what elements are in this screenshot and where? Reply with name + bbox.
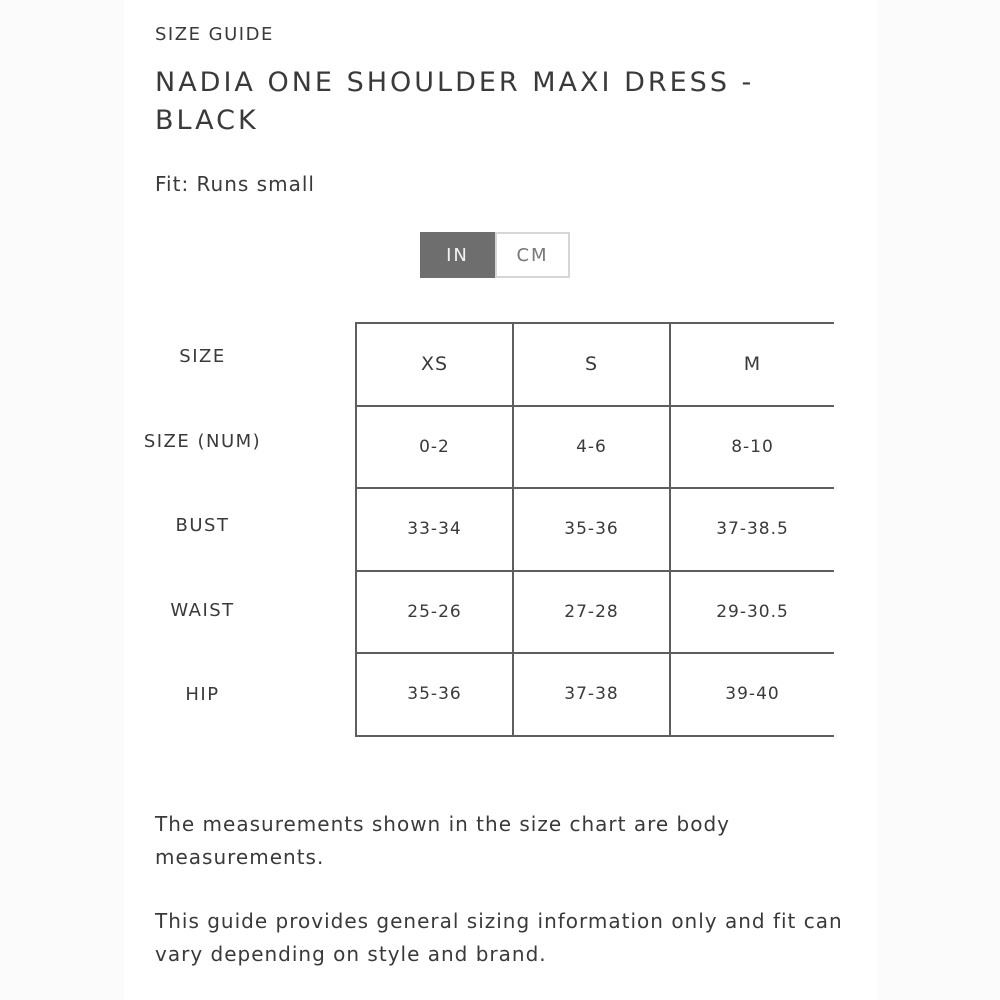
table-cell: 0-2 (356, 406, 513, 489)
table-cell: 27-28 (513, 571, 670, 654)
row-label-size: SIZE (179, 346, 226, 367)
size-guide-heading: SIZE GUIDE (155, 24, 274, 45)
unit-in-button[interactable]: IN (420, 232, 495, 278)
size-table (355, 322, 834, 737)
unit-toggle (420, 232, 570, 278)
table-cell: 33-34 (356, 488, 513, 571)
row-labels (130, 322, 275, 745)
table-cell: 29-30.5 (670, 571, 834, 654)
table-cell: 25-26 (356, 571, 513, 654)
table-row (356, 406, 834, 489)
table-cell: 35-36 (356, 653, 513, 736)
table-cell: 37-38 (513, 653, 670, 736)
row-label-waist: WAIST (170, 599, 235, 621)
fit-disclaimer: This guide provides general sizing information only and fit can vary depending on style and brand. (155, 909, 843, 966)
table-cell: 35-36 (513, 488, 670, 571)
product-title: NADIA ONE SHOULDER MAXI DRESS - BLACK (155, 67, 755, 136)
row-label-hip: HIP (185, 684, 220, 705)
table-row (356, 653, 834, 736)
row-label-bust: BUST (175, 515, 230, 536)
row-label-size-num: SIZE (NUM) (143, 430, 262, 452)
table-cell: S (513, 323, 670, 406)
table-cell: 4-6 (513, 406, 670, 489)
table-cell: 39-40 (670, 653, 834, 736)
table-cell: 8-10 (670, 406, 834, 489)
table-cell: M (670, 323, 834, 406)
table-row (356, 571, 834, 654)
table-cell: 37-38.5 (670, 488, 834, 571)
unit-cm-button[interactable]: CM (495, 232, 570, 278)
table-row (356, 323, 834, 406)
fit-note: Fit: Runs small (155, 172, 315, 196)
measurement-note: The measurements shown in the size chart are body measurements. (155, 812, 731, 869)
table-cell: XS (356, 323, 513, 406)
table-row (356, 488, 834, 571)
